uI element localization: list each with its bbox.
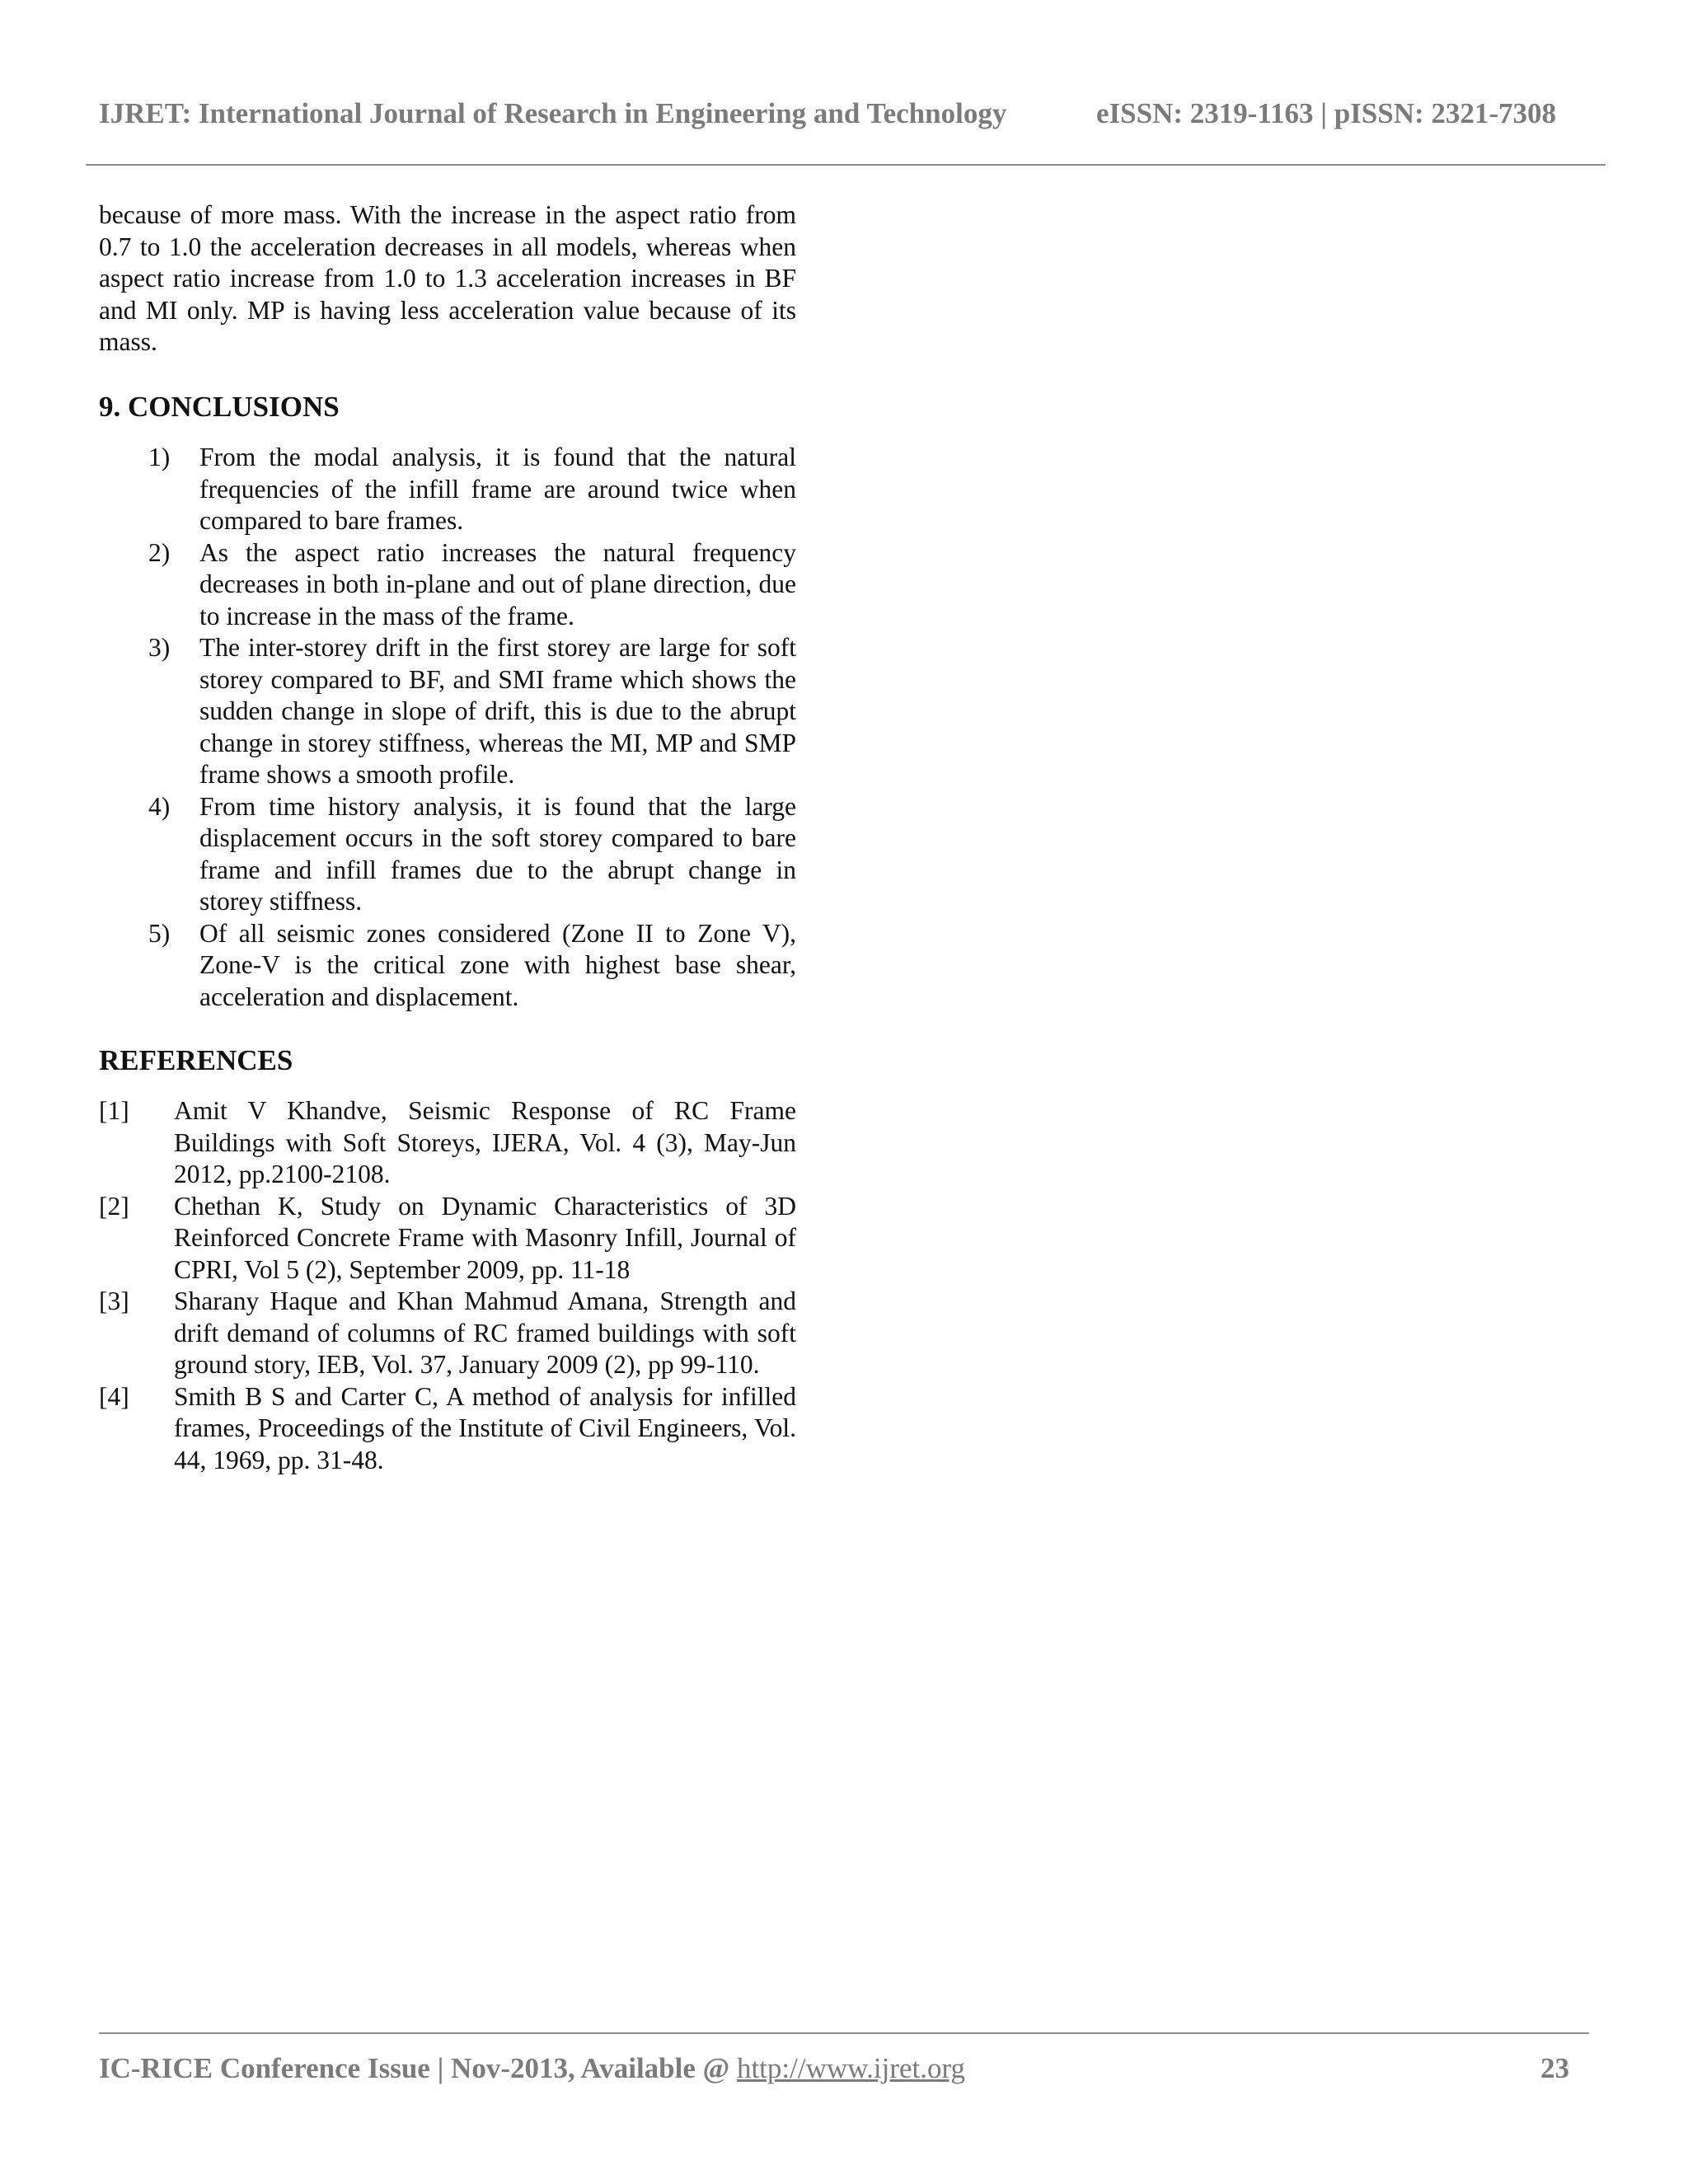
list-item-text: As the aspect ratio increases the natural frequency decreases in both in-plane and out of plane direction, due to increase in the mass of the frame. <box>199 537 796 630</box>
list-item-text: From time history analysis, it is found that the large displacement occurs in the soft storey compared to bare frame and infill frames due to the abrupt change in storey stiffness. <box>199 791 796 916</box>
reference-number: [1] <box>99 1096 129 1125</box>
reference-text: Sharany Haque and Khan Mahmud Amana, Strength and drift demand of columns of RC framed buildings with soft ground story, IEB, Vol. 37, January 2009 (2), pp 99-110. <box>174 1286 796 1379</box>
reference-text: Chethan K, Study on Dynamic Characteristics of 3D Reinforced Concrete Frame with Masonry Infill, Journal of CPRI, Vol 5 (2), September 2009, pp. 11-18 <box>174 1191 796 1284</box>
conclusions-heading: 9. CONCLUSIONS <box>99 391 340 423</box>
list-item-text: Of all seismic zones considered (Zone II to Zone V), Zone-V is the critical zone with highest base shear, acceleration and displacement. <box>199 918 796 1011</box>
header-divider <box>86 164 1606 166</box>
list-item <box>99 442 796 537</box>
conclusions-list <box>99 442 796 1013</box>
reference-number: [3] <box>99 1286 129 1315</box>
journal-title: IJRET: International Journal of Research in Engineering and Technology <box>99 97 1007 129</box>
list-item-text: From the modal analysis, it is found that the natural frequencies of the infill frame are around twice when compared to bare frames. <box>199 443 796 535</box>
list-item <box>99 537 796 633</box>
issn-info: eISSN: 2319-1163 | pISSN: 2321-7308 <box>1096 97 1557 129</box>
reference-item <box>99 1381 796 1477</box>
footer-issue-info <box>99 2052 965 2085</box>
reference-number: [4] <box>99 1381 129 1411</box>
list-item-text: The inter-storey drift in the first storey are large for soft storey compared to BF, and SMI frame which shows the sudden change in slope of drift, this is due to the abrupt change in storey stiffness, whereas the MI, MP and SMP frame shows a smooth profile. <box>199 633 796 789</box>
list-item <box>99 632 796 791</box>
list-item <box>99 791 796 918</box>
reference-text: Amit V Khandve, Seismic Response of RC Frame Buildings with Soft Storeys, IJERA, Vol. 4 (3), May-Jun 2012, pp.2100-2108. <box>174 1096 796 1188</box>
references-list <box>99 1095 796 1476</box>
list-item-number: 1) <box>148 443 171 471</box>
references-heading: REFERENCES <box>99 1044 293 1076</box>
reference-item <box>99 1191 796 1286</box>
page-number: 23 <box>1540 2052 1569 2084</box>
list-item <box>99 918 796 1014</box>
journal-link[interactable]: http://www.ijret.org <box>736 2052 966 2084</box>
left-column <box>99 199 796 1474</box>
footer-divider <box>99 2032 1589 2034</box>
list-item-number: 2) <box>148 537 171 567</box>
reference-text: Smith B S and Carter C, A method of analysis for infilled frames, Proceedings of the Institute of Civil Engineers, Vol. 44, 1969, pp. 31-48. <box>174 1381 796 1474</box>
reference-item <box>99 1095 796 1191</box>
running-header <box>99 97 1582 138</box>
intro-paragraph: because of more mass. With the increase in the aspect ratio from 0.7 to 1.0 the acceleration decreases in all models, whereas when aspect ratio increase from 1.0 to 1.3 acceleration increases in BF and MI only. MP is having less acceleration value because of its mass. <box>99 200 796 356</box>
list-item-number: 3) <box>148 633 171 662</box>
list-item-number: 5) <box>148 918 171 948</box>
reference-item <box>99 1286 796 1381</box>
footer-issue-text: IC-RICE Conference Issue | Nov-2013, Available @ <box>99 2052 737 2084</box>
list-item-number: 4) <box>148 791 171 821</box>
reference-number: [2] <box>99 1191 129 1221</box>
